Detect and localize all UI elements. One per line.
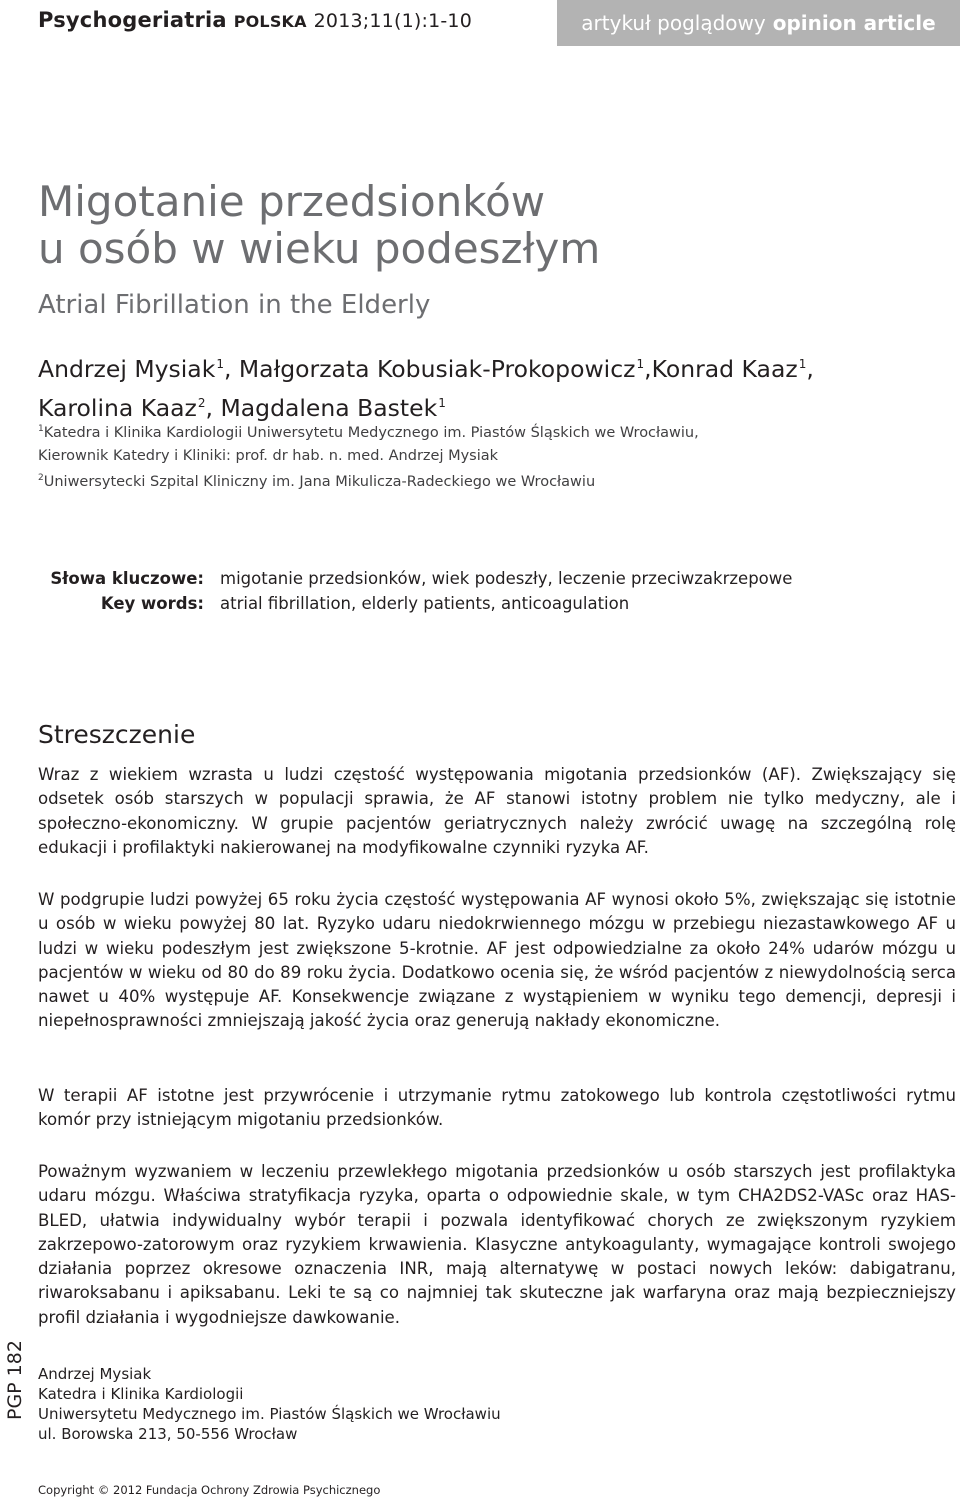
contact-line: Uniwersytetu Medycznego im. Piastów Śląskich we Wrocławiu: [38, 1405, 501, 1423]
abstract-paragraph: W podgrupie ludzi powyżej 65 roku życia częstość występowania AF wynosi około 5%, zwiększając się istotnie u osób w wieku powyżej 80 lat. Ryzyko udaru niedokrwiennego mózgu w przebiegu niezastawkowego AF u ludzi w wieku podeszłym jest zwiększone 5-krotnie. AF jest odpowiedzialne za około 24% udarów mózgu u pacjentów w wieku od 80 do 89 roku życia. Dodatkowo ocenia się, że wśród pacjentów z niewydolnością serca nawet u 40% występuje AF. Konsekwencje związane z wystąpieniem w wyniku tego demencji, depresji i niepełnosprawności zmniejszają jakość życia oraz generują nakłady ekonomiczne.: [38, 890, 956, 1031]
affiliation-2: [38, 467, 938, 494]
title-line-2: u osób w wieku podeszłym: [38, 224, 601, 273]
abstract-paragraph: Poważnym wyzwaniem w leczeniu przewlekłego migotania przedsionków u osób starszych jest profilaktyka udaru mózgu. Właściwa stratyfikacja ryzyka, oparta o odpowiednie skale, w tym CHA2DS2-VASc oraz HAS-BLED, ułatwia indywidualny wybór terapii i pozwala identyfikować chorych ze zwiększonym ryzykiem zakrzepowo-zatorowym oraz ryzykiem krwawienia. Klasyczne antykoagulanty, wymagające kontroli swojego działania poprzez okresowe oznaczenia INR, mają alternatywę w postaci nowych leków: dabigatranu, riwaroksabanu i apiksabanu. Leki te są co najmniej tak skuteczne jak warfaryna oraz mają bezpieczniejszy profil działania i wygodniejsze dawkowanie.: [38, 1162, 956, 1327]
keywords-pl-label: Słowa kluczowe:: [50, 569, 204, 588]
author-name: Małgorzata Kobusiak-Prokopowicz: [238, 355, 636, 383]
keywords-en-values: atrial fibrillation, elderly patients, anticoagulation: [220, 594, 630, 613]
article-subtitle: Atrial Fibrillation in the Elderly: [38, 290, 431, 320]
journal-prefix: Psychogeriatria: [38, 8, 227, 32]
journal-header: [38, 8, 472, 32]
author-name: Andrzej Mysiak: [38, 355, 216, 383]
author-affiliation-mark: 1: [216, 357, 224, 371]
article-type-en: opinion article: [772, 11, 936, 35]
author-name: Karolina Kaaz: [38, 394, 197, 422]
article-type-pl: artykuł poglądowy: [581, 11, 766, 35]
contact-line: Katedra i Klinika Kardiologii: [38, 1385, 244, 1403]
keyword-labels: [38, 566, 204, 616]
keywords-pl-values: migotanie przedsionków, wiek podeszły, leczenie przeciwzakrzepowe: [220, 569, 793, 588]
affiliation-text: Uniwersytecki Szpital Kliniczny im. Jana Mikulicza-Radeckiego we Wrocławiu: [43, 474, 596, 490]
author-name: Konrad Kaaz: [651, 355, 798, 383]
affiliation-number: 2: [38, 473, 44, 483]
title-line-1: Migotanie przedsionków: [38, 177, 546, 226]
affiliation-text: Katedra i Klinika Kardiologii Uniwersytetu Medycznego im. Piastów Śląskich we Wrocławiu,: [43, 425, 699, 441]
keywords-en-label: Key words:: [100, 594, 204, 613]
author-affiliation-mark: 1: [798, 357, 807, 371]
article-type-badge: [557, 0, 960, 46]
affiliations: [38, 418, 938, 494]
affiliation-number: 1: [38, 424, 44, 434]
article-title: [38, 178, 918, 272]
author-affiliation-mark: 2: [197, 396, 206, 410]
author-affiliation-mark: 1: [636, 357, 645, 371]
copyright-notice: Copyright © 2012 Fundacja Ochrony Zdrowia Psychicznego: [38, 1483, 381, 1497]
affiliation-1-head: Kierownik Katedry i Kliniki: prof. dr hab. n. med. Andrzej Mysiak: [38, 447, 499, 464]
correspondence-address: [38, 1364, 501, 1444]
author-list: Andrzej Mysiak$^1$, Małgorzata Kobusiak-Prokopowicz$^1$,Konrad Kaaz$^1$, Karolina Kaaz$^2$, Magdalena Bastek$^1$: [38, 355, 814, 422]
contact-line: ul. Borowska 213, 50-556 Wrocław: [38, 1425, 298, 1443]
abstract-heading: Streszczenie: [38, 720, 196, 749]
journal-name: POLSKA: [233, 12, 307, 31]
page-number-label: PGP 182: [4, 1340, 26, 1420]
contact-name: Andrzej Mysiak: [38, 1365, 152, 1383]
journal-issue: 2013;11(1):1-10: [313, 10, 472, 32]
abstract-paragraph: W terapii AF istotne jest przywrócenie i utrzymanie rytmu zatokowego lub kontrola częstotliwości rytmu komór przy istniejącym migotaniu przedsionków.: [38, 1086, 956, 1130]
affiliation-1: [38, 418, 938, 445]
author-name: Magdalena Bastek: [220, 394, 438, 422]
author-affiliation-mark: 1: [438, 396, 446, 410]
keyword-values: [220, 566, 940, 616]
abstract-paragraph: Wraz z wiekiem wzrasta u ludzi częstość występowania migotania przedsionków (AF). Zwiększający się odsetek osób starszych w populacji sprawia, że AF stanowi istotny problem nie tylko medyczny, ale i społeczno-ekonomiczny. W grupie pacjentów geriatrycznych należy zwrócić uwagę na szczególną rolę edukacji i profilaktyki nakierowanej na modyfikowalne czynniki ryzyka AF.: [38, 765, 956, 857]
